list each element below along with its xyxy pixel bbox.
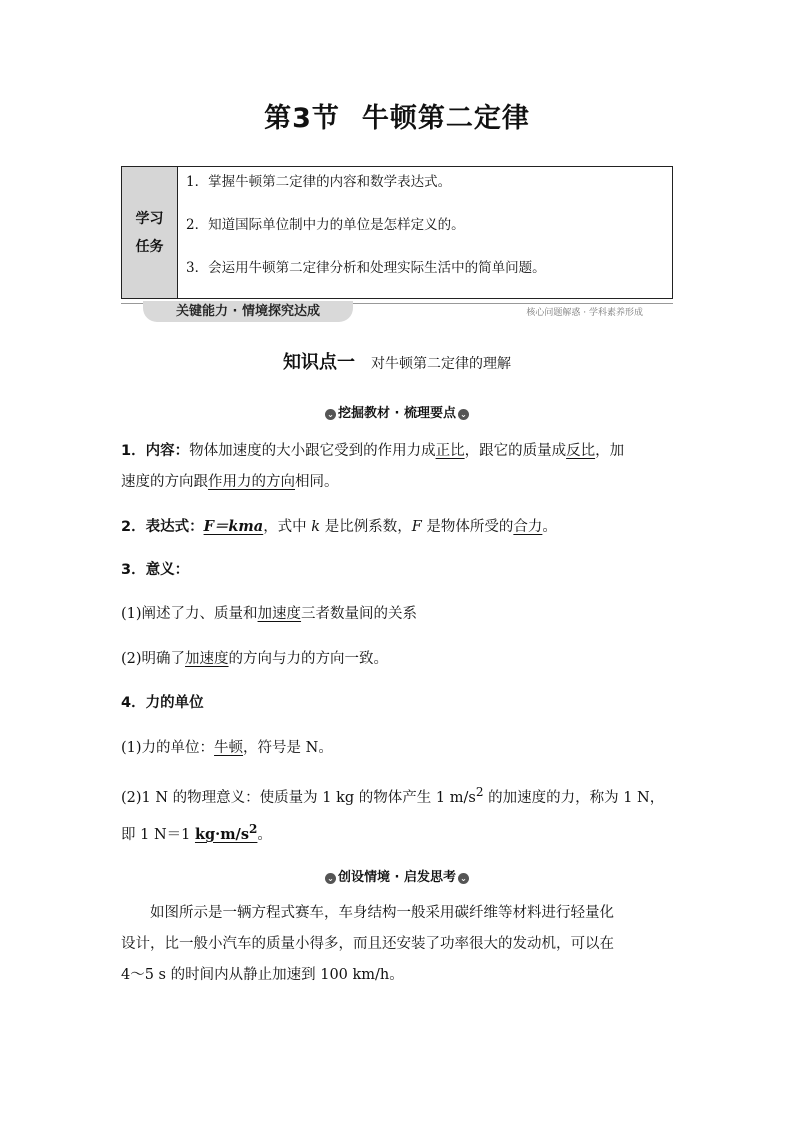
text: 物体加速度的大小跟它受到的作用力成	[189, 443, 436, 459]
task-item: 1．掌握牛顿第二定律的内容和数学表达式。	[186, 174, 452, 190]
text: ，加	[595, 443, 625, 459]
band-tag: 核心问题解惑 · 学科素养形成	[526, 308, 643, 318]
scenario-paragraph	[121, 898, 681, 991]
paragraph-content	[121, 436, 681, 498]
item-number: 2．	[121, 519, 146, 535]
knowledge-point-title: 对牛顿第二定律的理解	[371, 356, 511, 372]
item-head: 内容：	[145, 443, 190, 459]
answer-blank: 作用力的方向	[208, 474, 295, 490]
chevron-down-icon: ⌄	[458, 873, 469, 884]
answer-blank: 合力	[513, 519, 543, 535]
text: 。	[257, 826, 272, 843]
text: ，符号是 N。	[243, 740, 333, 756]
band-label: 关键能力 · 情境探究达成	[143, 301, 353, 322]
knowledge-point-heading	[0, 348, 794, 374]
paragraph-formula	[121, 511, 681, 543]
text: 速度的方向跟	[121, 474, 208, 490]
chevron-down-icon: ⌄	[325, 873, 336, 884]
subheading-textbook	[0, 402, 794, 421]
text: 是比例系数，	[320, 519, 412, 535]
knowledge-point-number: 知识点一	[283, 352, 355, 373]
task-item: 3．会运用牛顿第二定律分析和处理实际生活中的简单问题。	[186, 260, 546, 276]
text: (1)力的单位：	[121, 740, 215, 756]
text: 。	[542, 519, 557, 535]
subheading-text: 挖掘教材 · 梳理要点	[338, 406, 456, 421]
learning-tasks-box	[121, 166, 673, 299]
paragraph-unit-1	[121, 733, 681, 764]
learning-tasks-label	[122, 167, 178, 298]
paragraph-meaning-1	[121, 599, 681, 630]
item-head: 表达式：	[145, 519, 204, 535]
chevron-down-icon: ⌄	[325, 409, 336, 420]
answer-blank: 牛顿	[214, 740, 244, 756]
subheading-scenario	[0, 866, 794, 885]
text-line: 设计，比一般小汽车的质量小得多，而且还安装了功率很大的发动机，可以在	[121, 936, 614, 952]
text: 是物体所受的	[421, 519, 514, 535]
text-line: 4～5 s 的时间内从静止加速到 100 km/h。	[121, 967, 404, 983]
answer-blank: 正比	[435, 443, 465, 459]
formula: F＝kma	[203, 518, 264, 535]
task-item: 2．知道国际单位制中力的单位是怎样定义的。	[186, 217, 465, 233]
text: (2)明确了	[121, 651, 186, 667]
answer-blank: 加速度	[257, 606, 302, 622]
answer-blank: 反比	[566, 443, 596, 459]
answer-blank	[194, 821, 258, 843]
answer-blank: 加速度	[185, 651, 229, 667]
item-head: 3．意义：	[121, 562, 190, 578]
section-band	[121, 301, 673, 323]
page-title	[0, 96, 794, 135]
text: (2)1 N 的物理意义：使质量为 1 kg 的物体产生 1 m/s	[121, 789, 476, 806]
label-line-1: 学习	[135, 210, 164, 227]
text: 相同。	[295, 474, 339, 490]
item-head: 4．力的单位	[121, 695, 204, 711]
paragraph-unit-2	[121, 777, 681, 851]
label-line-2: 任务	[135, 238, 164, 255]
paragraph-unit	[121, 688, 681, 719]
section-name: 牛顿第二定律	[361, 103, 530, 134]
text: ，式中	[263, 519, 312, 535]
subheading-text: 创设情境 · 启发思考	[338, 870, 456, 885]
chevron-down-icon: ⌄	[458, 409, 469, 420]
text: 即 1 N＝1	[121, 826, 195, 843]
symbol-k: k	[311, 519, 321, 535]
text-line: 如图所示是一辆方程式赛车，车身结构一般采用碳纤维等材料进行轻量化	[121, 905, 614, 921]
symbol-f: F	[411, 519, 422, 535]
superscript: 2	[249, 821, 258, 836]
task-list	[186, 171, 546, 300]
unit-text: kg·m/s	[194, 825, 250, 843]
text: 的加速度的力，称为 1 N，	[483, 789, 665, 806]
superscript: 2	[475, 785, 484, 799]
item-number: 1．	[121, 443, 146, 459]
text: ，跟它的质量成	[464, 443, 567, 459]
paragraph-meaning-2	[121, 644, 681, 675]
paragraph-meaning	[121, 555, 681, 586]
section-number: 第3节	[264, 103, 340, 134]
text: 的方向与力的方向一致。	[228, 651, 389, 667]
text: (1)阐述了力、质量和	[121, 606, 258, 622]
text: 三者数量间的关系	[301, 606, 418, 622]
